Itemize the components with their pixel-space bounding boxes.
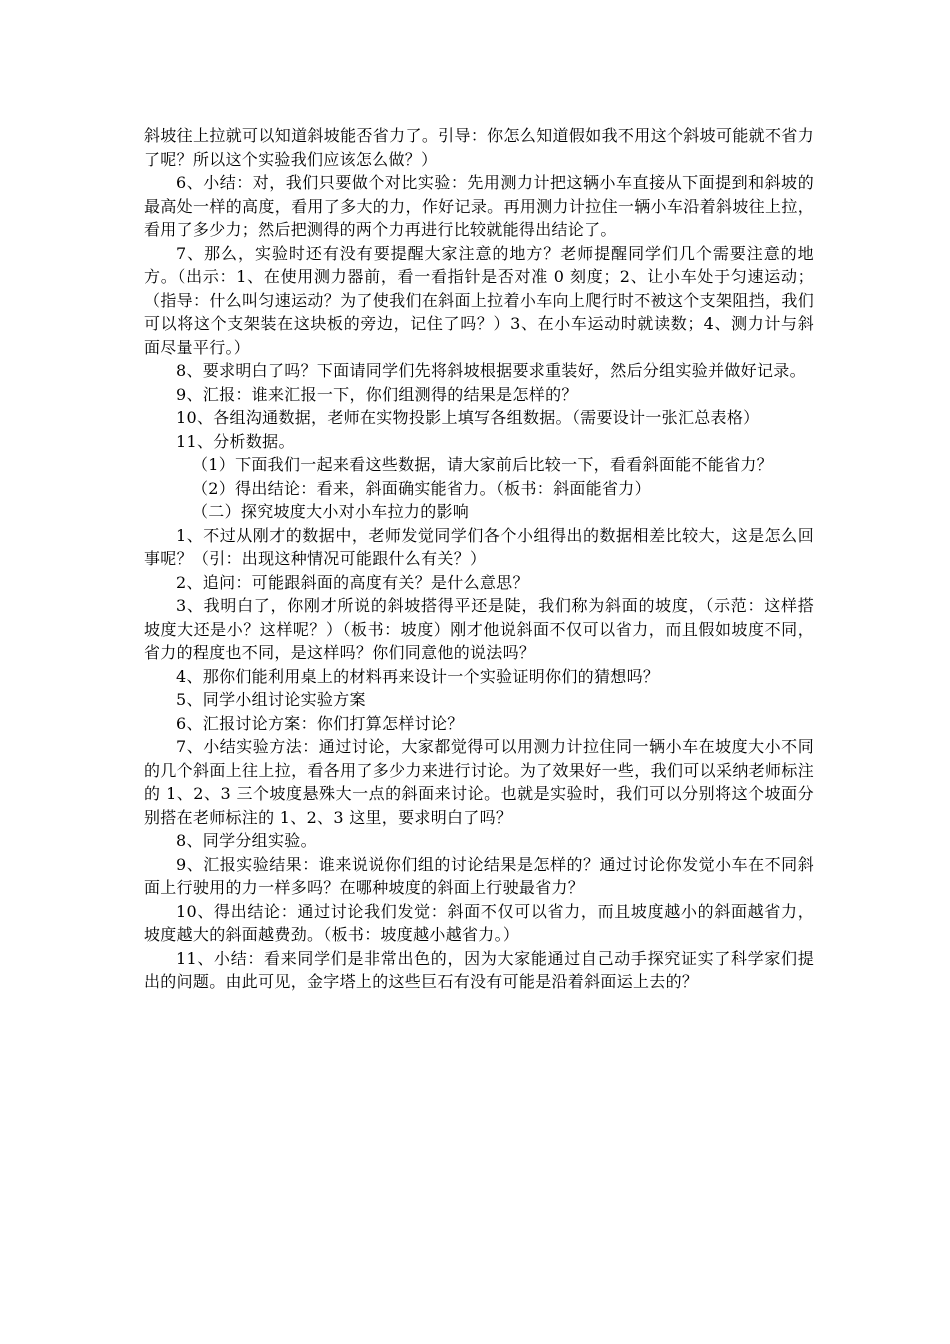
- paragraph-s2-11: 11、小结：看来同学们是非常出色的，因为大家能通过自己动手探究证实了科学家们提出的问题。由此可见，金字塔上的这些巨石有没有可能是沿着斜面运上去的？: [144, 948, 814, 991]
- paragraph-s2-2: 2、追问：可能跟斜面的高度有关？是什么意思？: [176, 572, 529, 592]
- paragraph-s2-7: 7、小结实验方法：通过讨论，大家都觉得可以用测力计拉住同一辆小车在坡度大小不同的几个斜面上往上拉，看各用了多少力来进行讨论。为了效果好一些，我们可以采纳老师标注的 1、2、3 三个坡度悬殊大一点的斜面来讨论。也就是实验时，我们可以分别将这个坡面分别搭在老师标注的 1、2、3 这里，要求明白了吗？: [144, 737, 814, 827]
- paragraph-s2-4: 4、那你们能利用桌上的材料再来设计一个实验证明你们的猜想吗？: [176, 666, 660, 686]
- paragraph-requirements-8: 8、要求明白了吗？下面请同学们先将斜坡根据要求重装好，然后分组实验并做好记录。: [176, 361, 806, 380]
- paragraph-s2-6: 6、汇报讨论方案：你们打算怎样讨论？: [176, 713, 464, 733]
- paragraph-continuation: 斜坡往上拉就可以知道斜坡能否省力了。引导：你怎么知道假如我不用这个斜坡可能就不省力了呢？所以这个实验我们应该怎么做？）: [144, 126, 814, 169]
- paragraph-analysis-11: 11、分析数据。: [176, 431, 295, 451]
- paragraph-data-10: 10、各组沟通数据，老师在实物投影上填写各组数据。（需要设计一张汇总表格）: [176, 408, 760, 427]
- paragraph-s2-1: 1、不过从刚才的数据中，老师发觉同学们各个小组得出的数据相差比较大，这是怎么回事呢？（引：出现这种情况可能跟什么有关？）: [144, 525, 814, 568]
- paragraph-s2-5: 5、同学小组讨论实验方案: [176, 690, 366, 709]
- paragraph-analysis-sub-2: （2）得出结论：看来，斜面确实能省力。（板书：斜面能省力）: [192, 478, 651, 498]
- paragraph-s2-3: 3、我明白了，你刚才所说的斜坡搭得平还是陡，我们称为斜面的坡度，（示范：这样搭坡度大还是小？这样呢？）（板书：坡度）刚才他说斜面不仅可以省力，而且假如坡度不同，省力的程度也不同，是这样吗？你们同意他的说法吗？: [144, 596, 814, 662]
- paragraph-report-9: 9、汇报：谁来汇报一下，你们组测得的结果是怎样的？: [176, 384, 578, 404]
- section-heading-2: （二）探究坡度大小对小车拉力的影响: [192, 502, 470, 521]
- paragraph-s2-8: 8、同学分组实验。: [176, 831, 317, 850]
- paragraph-s2-9: 9、汇报实验结果：谁来说说你们组的讨论结果是怎样的？通过讨论你发觉小车在不同斜面上行驶用的力一样多吗？在哪种坡度的斜面上行驶最省力？: [144, 854, 814, 897]
- paragraph-summary-6: 6、小结：对，我们只要做个对比实验：先用测力计把这辆小车直接从下面提到和斜坡的最高处一样的高度，看用了多大的力，作好记录。再用测力计拉住一辆小车沿着斜坡往上拉，看用了多少力；然后把测得的两个力再进行比较就能得出结论了。: [144, 173, 814, 239]
- document-body: [144, 124, 814, 994]
- paragraph-s2-10: 10、得出结论：通过讨论我们发觉：斜面不仅可以省力，而且坡度越小的斜面越省力，坡度越大的斜面越费劲。（板书：坡度越小越省力。）: [144, 901, 814, 944]
- paragraph-notes-7: 7、那么，实验时还有没有要提醒大家注意的地方？老师提醒同学们几个需要注意的地方。（出示：1、在使用测力器前，看一看指针是否对准 0 刻度；2、让小车处于匀速运动；（指导：什么叫匀速运动？为了使我们在斜面上拉着小车向上爬行时不被这个支架阻挡，我们可以将这个支架装在这块板的旁边，记住了吗？）3、在小车运动时就读数；4、测力计与斜面尽量平行。）: [144, 243, 814, 357]
- paragraph-analysis-sub-1: （1）下面我们一起来看这些数据，请大家前后比较一下，看看斜面能不能省力？: [192, 455, 773, 474]
